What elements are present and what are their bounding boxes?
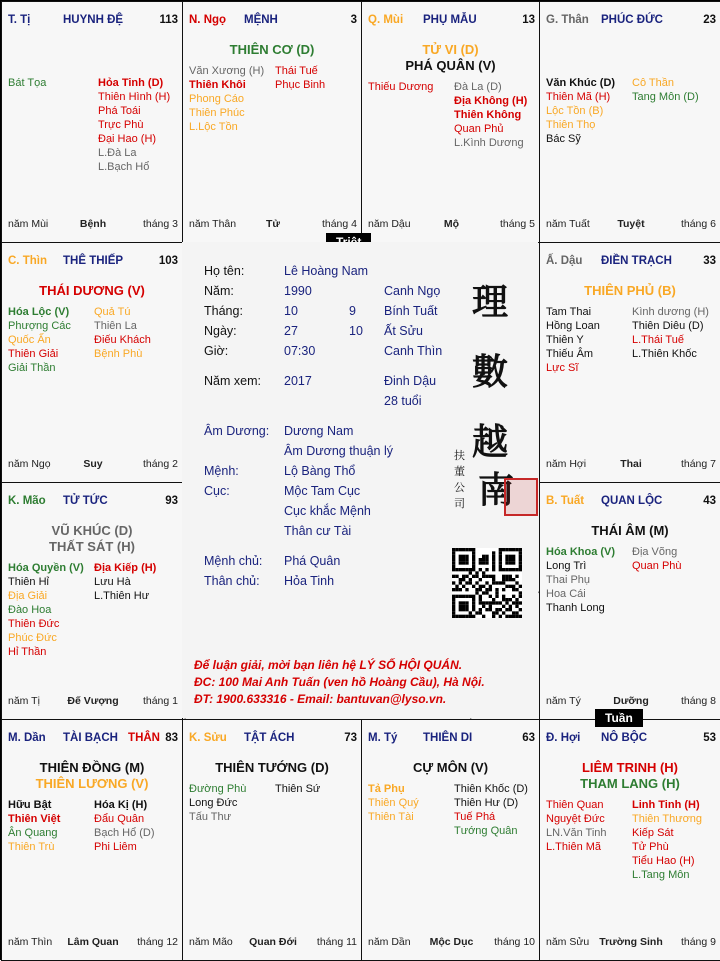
minor-star: Thiên Quan [546, 799, 604, 811]
minor-star: Quan Phù [632, 560, 682, 572]
age-number: 3 [350, 14, 357, 26]
minor-star: Long Trì [546, 560, 587, 572]
minor-star: Thiên Không [454, 109, 522, 121]
minor-stars-right [632, 76, 699, 104]
branch-label: N. Ngọ [189, 14, 227, 26]
palace-cell-ngo [182, 1, 362, 243]
minor-star: Thiên Tài [368, 811, 414, 823]
minor-star: Đường Phù [189, 783, 247, 795]
month-label: tháng 7 [680, 458, 716, 470]
minor-star: Hồng Loan [546, 320, 600, 332]
menhchu-label: Mệnh chủ: [204, 554, 263, 568]
palace-header [8, 495, 178, 509]
branch-label: M. Dần [8, 732, 46, 744]
month-label: tháng 1 [142, 695, 178, 707]
minor-star: Tiểu Hao (H) [632, 855, 695, 867]
calligraphy-small-char: 董 [454, 465, 465, 478]
minor-star: Tử Phù [632, 841, 669, 853]
major-star: TỬ VI (D) [422, 42, 479, 57]
palace-cell-mui [361, 1, 540, 243]
minor-star: Hỉ Thần [8, 646, 47, 658]
minor-star: Kiếp Sát [632, 827, 674, 839]
minor-star: Tam Thai [546, 306, 592, 318]
year-label: năm Dậu [368, 218, 411, 230]
palace-name: MỆNH [244, 14, 278, 26]
minor-star: Địa Kiếp (H) [94, 562, 157, 574]
calligraphy-small-char: 公 [454, 481, 465, 494]
minor-star: Thiên Đức [8, 618, 60, 630]
info-key: Năm: [204, 284, 234, 298]
menh-value: Lộ Bàng Thổ [284, 464, 356, 478]
palace-footer [8, 695, 178, 709]
palace-footer [189, 218, 357, 232]
minor-stars-right [94, 798, 155, 854]
minor-star: Bạch Hổ (D) [94, 827, 155, 839]
year-label: năm Ngọ [8, 458, 51, 470]
minor-star: Đà La (D) [454, 81, 502, 93]
branch-label: Ấ. Dậu [546, 255, 583, 267]
palace-name: NÔ BỘC [601, 732, 647, 744]
branch-label: M. Tý [368, 732, 398, 744]
minor-star: Quả Tú [94, 306, 131, 318]
minor-star: L.Lộc Tồn [189, 121, 238, 133]
major-star: THIÊN ĐỒNG (M) [39, 760, 145, 775]
minor-star: Bát Tọa [8, 77, 47, 89]
palace-footer [368, 218, 535, 232]
year-label: năm Mão [189, 936, 233, 948]
minor-stars-right [94, 305, 151, 361]
minor-star: Thiên Y [546, 334, 584, 346]
age-number: 63 [522, 732, 535, 744]
info-canchi: Bính Tuất [384, 304, 438, 318]
major-star: THAM LANG (H) [580, 776, 680, 791]
info-key: Năm xem: [204, 374, 261, 388]
palace-cell-than [539, 1, 720, 243]
year-label: năm Hợi [546, 458, 587, 470]
palace-name: TÀI BẠCH [63, 732, 118, 744]
palace-name: HUYNH ĐỆ [63, 14, 124, 26]
palace-name: THIÊN DI [423, 732, 473, 744]
palace-name: TỬ TỨC [63, 495, 108, 507]
palace-header [368, 732, 535, 746]
minor-star: Đẩu Quân [94, 813, 145, 825]
minor-star: Tang Môn (D) [632, 91, 699, 103]
minor-stars-right [98, 76, 170, 174]
minor-star: Phong Cáo [189, 93, 245, 105]
minor-star: Thiên Trù [8, 841, 55, 853]
minor-star: Thái Tuế [275, 65, 318, 77]
month-label: tháng 3 [142, 218, 178, 230]
minor-stars-left [8, 561, 84, 659]
minor-star: Thiên Hư (D) [454, 797, 519, 809]
minor-stars-right [632, 305, 709, 361]
palace-header [189, 732, 357, 746]
palace-header [8, 14, 178, 28]
life-stage: Thai [620, 458, 642, 470]
minor-star: Điếu Khách [94, 334, 151, 346]
minor-star: Linh Tinh (H) [632, 799, 700, 811]
info-value: 07:30 [284, 344, 316, 358]
minor-star: Văn Xương (H) [189, 65, 265, 77]
minor-star: Hóa Quyền (V) [8, 562, 84, 574]
info-key: Họ tên: [204, 264, 245, 278]
info-key: Giờ: [204, 344, 229, 358]
palace-cell-thin [1, 242, 183, 483]
minor-star: Long Đức [189, 797, 238, 809]
minor-stars-left [189, 782, 246, 824]
minor-star: Thiếu Dương [368, 81, 434, 93]
minor-star: Thiên Thương [632, 813, 703, 825]
minor-star: L.Thiên Hư [94, 590, 150, 602]
minor-star: Kình dương (H) [632, 306, 709, 318]
minor-star: Phá Toái [98, 105, 141, 117]
major-star: CỰ MÔN (V) [412, 760, 489, 775]
palace-cell-dau [539, 242, 720, 483]
minor-stars-right [454, 782, 528, 838]
contact-line: ĐT: 1900.633316 - Email: bantuvan@lyso.vn. [194, 692, 447, 706]
major-star: THIÊN TƯỚNG (D) [215, 760, 329, 775]
branch-label: K. Sửu [189, 732, 227, 744]
age-number: 53 [703, 732, 716, 744]
year-label: năm Tý [546, 695, 581, 707]
info-value: Lê Hoàng Nam [284, 264, 369, 278]
minor-stars-right [275, 782, 320, 796]
minor-stars-left [546, 305, 600, 375]
info-value: 10 [284, 304, 298, 318]
calligraphy-small-char: 司 [454, 497, 465, 510]
minor-star: L.Bạch Hổ [98, 161, 150, 173]
info-canchi: Đinh Dậu [384, 374, 437, 388]
minor-star: Thiên Việt [8, 813, 61, 825]
minor-star: Thiên Diêu (D) [632, 320, 704, 332]
info-canchi: Canh Ngọ [384, 284, 441, 298]
palace-footer [546, 936, 716, 950]
palace-cell-tuat [539, 482, 720, 720]
thanchu-value: Hỏa Tinh [284, 574, 335, 588]
minor-star: Tướng Quân [454, 825, 518, 837]
minor-star: Thiên Phúc [189, 107, 245, 119]
minor-star: Thiên Quý [368, 797, 419, 809]
palace-cell-hoi [539, 719, 720, 961]
minor-star: Giải Thần [8, 362, 56, 374]
menh-label: Mệnh: [204, 464, 239, 478]
age-number: 113 [159, 14, 178, 26]
branch-label: K. Mão [8, 495, 46, 507]
minor-star: Đào Hoa [8, 604, 52, 616]
qr-code [452, 548, 522, 618]
branch-label: B. Tuất [546, 495, 585, 507]
palace-name: PHÚC ĐỨC [601, 14, 663, 26]
year-label: năm Tị [8, 695, 40, 707]
thanchu-label: Thân chủ: [204, 574, 260, 588]
minor-star: Tấu Thư [189, 811, 232, 823]
info-canchi: Canh Thìn [384, 344, 443, 358]
major-star: PHÁ QUÂN (V) [405, 58, 496, 73]
palace-name: ĐIỀN TRẠCH [601, 255, 672, 267]
minor-star: Cô Thần [632, 77, 674, 89]
minor-star: Nguyệt Đức [546, 813, 605, 825]
minor-star: Phục Binh [275, 79, 326, 91]
life-stage: Tử [265, 218, 281, 230]
palace-header [546, 255, 716, 269]
menhchu-value: Phá Quân [284, 554, 341, 568]
minor-stars-left [368, 782, 419, 824]
palace-footer [546, 695, 716, 709]
minor-star: L.Thiên Khốc [632, 348, 697, 360]
palace-footer [8, 936, 178, 950]
palace-cell-ti [1, 1, 183, 243]
red-seal [504, 478, 538, 516]
minor-star: Thiên Khôi [189, 79, 246, 91]
minor-stars-left [546, 76, 615, 146]
year-label: năm Dần [368, 936, 411, 948]
palace-header [8, 732, 178, 746]
minor-star: Tả Phụ [368, 783, 405, 795]
minor-star: Đại Hao (H) [98, 133, 157, 145]
minor-star: Bác Sỹ [546, 133, 581, 145]
info-value: 27 [284, 324, 298, 338]
minor-star: Thiếu Âm [546, 348, 594, 360]
minor-star: Phi Liêm [94, 841, 137, 853]
palace-name: QUAN LỘC [601, 495, 663, 507]
minor-star: Thiên Hình (H) [98, 91, 171, 103]
minor-stars-right [94, 561, 156, 603]
palace-cell-ty [361, 719, 540, 961]
month-label: tháng 5 [499, 218, 535, 230]
palace-footer [368, 936, 535, 950]
info-value: 2017 [284, 374, 312, 388]
minor-star: Ân Quang [8, 827, 58, 839]
tuan-tag: Tuần [595, 709, 643, 727]
calligraphy-char: 南 [478, 469, 515, 511]
minor-star: Lực Sĩ [546, 362, 579, 374]
life-stage: Lâm Quan [67, 936, 119, 948]
minor-star: Hóa Lộc (V) [8, 306, 70, 318]
age-number: 33 [703, 255, 716, 267]
major-star: LIÊM TRINH (H) [581, 760, 679, 775]
life-stage: Quan Đới [249, 936, 297, 948]
minor-stars-right [632, 545, 682, 573]
minor-star: Hóa Kị (H) [94, 799, 148, 811]
age-number: 83 [165, 732, 178, 744]
year-label: năm Sửu [546, 936, 590, 948]
month-label: tháng 6 [680, 218, 716, 230]
major-star: VŨ KHÚC (D) [51, 523, 133, 538]
palace-name: THÊ THIẾP [63, 255, 124, 267]
palace-footer [546, 218, 716, 232]
minor-star: L.Thiên Mã [546, 841, 602, 853]
palace-header [189, 14, 357, 28]
amduong-note: Âm Dương thuận lý [284, 444, 393, 458]
minor-star: Quan Phủ [454, 123, 504, 135]
minor-star: Văn Khúc (D) [546, 77, 616, 89]
branch-label: C. Thìn [8, 255, 47, 267]
palace-header [368, 14, 535, 28]
minor-star: L.Đà La [98, 147, 137, 159]
palace-footer [189, 936, 357, 950]
minor-stars-left [8, 305, 71, 375]
minor-star: Hỏa Tinh (D) [98, 77, 164, 89]
branch-label: Đ. Hợi [546, 732, 581, 744]
life-stage: Đế Vượng [67, 695, 119, 707]
palace-cell-suu [182, 719, 362, 961]
info-canchi: 28 tuổi [384, 394, 422, 408]
year-label: năm Thìn [8, 936, 53, 948]
major-star: THÁI ÂM (M) [591, 523, 669, 538]
palace-cell-dan [1, 719, 183, 961]
minor-star: Địa Không (H) [454, 95, 528, 107]
amduong-value: Dương Nam [284, 424, 354, 438]
month-label: tháng 12 [137, 936, 178, 948]
minor-star: Thai Phụ [546, 574, 591, 586]
year-label: năm Thân [189, 218, 237, 230]
minor-star: Lộc Tồn (B) [546, 105, 604, 117]
info-canchi: Ất Sửu [384, 324, 423, 338]
month-label: tháng 9 [680, 936, 716, 948]
calligraphy-char: 越 [472, 421, 509, 463]
palace-name: PHỤ MẪU [423, 14, 477, 26]
year-label: năm Tuất [546, 218, 590, 230]
age-number: 43 [703, 495, 716, 507]
calligraphy-char: 數 [472, 351, 509, 393]
cuc-label: Cục: [204, 484, 230, 498]
minor-star: Địa Võng [632, 546, 678, 558]
minor-stars-left [546, 798, 607, 854]
minor-star: Lưu Hà [94, 576, 131, 588]
info-value: 1990 [284, 284, 312, 298]
life-stage: Tuyệt [617, 218, 645, 230]
minor-star: L.Kình Dương [454, 137, 524, 149]
minor-stars-left [189, 64, 264, 134]
minor-stars-left [546, 545, 615, 615]
minor-star: Địa Giải [8, 590, 48, 602]
amduong-label: Âm Dương: [204, 424, 270, 438]
cuc-value: Cục khắc Mệnh [284, 504, 371, 518]
major-star: THẤT SÁT (H) [49, 539, 135, 554]
info-key: Tháng: [204, 304, 243, 318]
month-label: tháng 4 [321, 218, 357, 230]
minor-star: Phúc Đức [8, 632, 57, 644]
minor-star: Thiên Thọ [546, 119, 596, 131]
minor-star: Trực Phù [98, 119, 144, 131]
minor-star: Hữu Bật [8, 799, 52, 811]
cuc-value: Thân cư Tài [284, 524, 352, 538]
info-lunar: 10 [349, 324, 363, 338]
minor-star: Thiên Mã (H) [546, 91, 611, 103]
calligraphy-small-char: 扶 [454, 449, 465, 462]
life-stage: Dưỡng [613, 695, 649, 707]
minor-star: Thiên Khốc (D) [454, 783, 528, 795]
minor-stars-left [8, 798, 60, 854]
life-stage: Mộ [443, 218, 460, 230]
minor-star: Thanh Long [546, 602, 605, 614]
minor-stars-right [454, 80, 527, 150]
cuc-value: Mộc Tam Cục [284, 484, 361, 498]
palace-header [546, 14, 716, 28]
age-number: 93 [165, 495, 178, 507]
palace-header [546, 732, 716, 746]
minor-star: LN.Văn Tinh [546, 827, 607, 839]
minor-stars-left [368, 80, 433, 94]
contact-line: Để luận giải, mời bạn liên hệ LÝ SỐ HỘI QUÁN. [194, 658, 463, 672]
branch-label: Q. Mùi [368, 14, 404, 26]
minor-star: Quốc Ấn [8, 334, 51, 346]
palace-header [8, 255, 178, 269]
minor-star: Bệnh Phù [94, 348, 143, 360]
life-stage: Bệnh [79, 218, 107, 230]
major-star: THÁI DƯƠNG (V) [39, 283, 145, 298]
contact-line: ĐC: 100 Mai Anh Tuấn (ven hồ Hoàng Cầu), Hà Nội. [194, 675, 485, 689]
palace-footer [8, 458, 178, 472]
palace-header [546, 495, 716, 509]
info-key: Ngày: [204, 324, 237, 338]
calligraphy-char: 理 [472, 281, 509, 323]
major-star: THIÊN PHỦ (B) [584, 283, 676, 298]
age-number: 23 [703, 14, 716, 26]
year-label: năm Mùi [8, 218, 49, 230]
than-marker: THÂN [128, 732, 160, 744]
life-stage: Suy [83, 458, 103, 470]
minor-star: Phượng Các [8, 320, 71, 332]
minor-star: Thiên La [94, 320, 137, 332]
palace-footer [8, 218, 178, 232]
minor-stars-right [632, 798, 702, 882]
age-number: 103 [158, 255, 178, 267]
major-star: THIÊN CƠ (D) [229, 42, 315, 57]
minor-star: Hoa Cái [546, 588, 586, 600]
minor-star: Hóa Khoa (V) [546, 546, 616, 558]
branch-label: G. Thân [546, 14, 589, 26]
month-label: tháng 8 [680, 695, 716, 707]
life-stage: Trường Sinh [599, 936, 663, 948]
minor-star: Thiên Hỉ [8, 576, 49, 588]
center-info-panel [182, 242, 538, 718]
month-label: tháng 2 [142, 458, 178, 470]
palace-cell-mao [1, 482, 183, 720]
month-label: tháng 10 [494, 936, 535, 948]
minor-stars-right [275, 64, 325, 92]
palace-name: TẬT ÁCH [244, 732, 295, 744]
info-lunar: 9 [349, 304, 356, 318]
minor-star: Thiên Sứ [275, 783, 321, 795]
minor-star: Thiên Giải [8, 348, 59, 360]
age-number: 13 [522, 14, 535, 26]
age-number: 73 [344, 732, 357, 744]
palace-footer [546, 458, 716, 472]
month-label: tháng 11 [316, 936, 357, 948]
minor-stars-left [8, 76, 46, 90]
branch-label: T. Tị [8, 14, 31, 26]
minor-star: Tuế Phá [454, 811, 496, 823]
minor-star: L.Tang Môn [632, 869, 690, 881]
minor-star: L.Thái Tuế [632, 334, 684, 346]
major-star: THIÊN LƯƠNG (V) [35, 776, 149, 791]
life-stage: Mộc Dục [429, 936, 474, 948]
